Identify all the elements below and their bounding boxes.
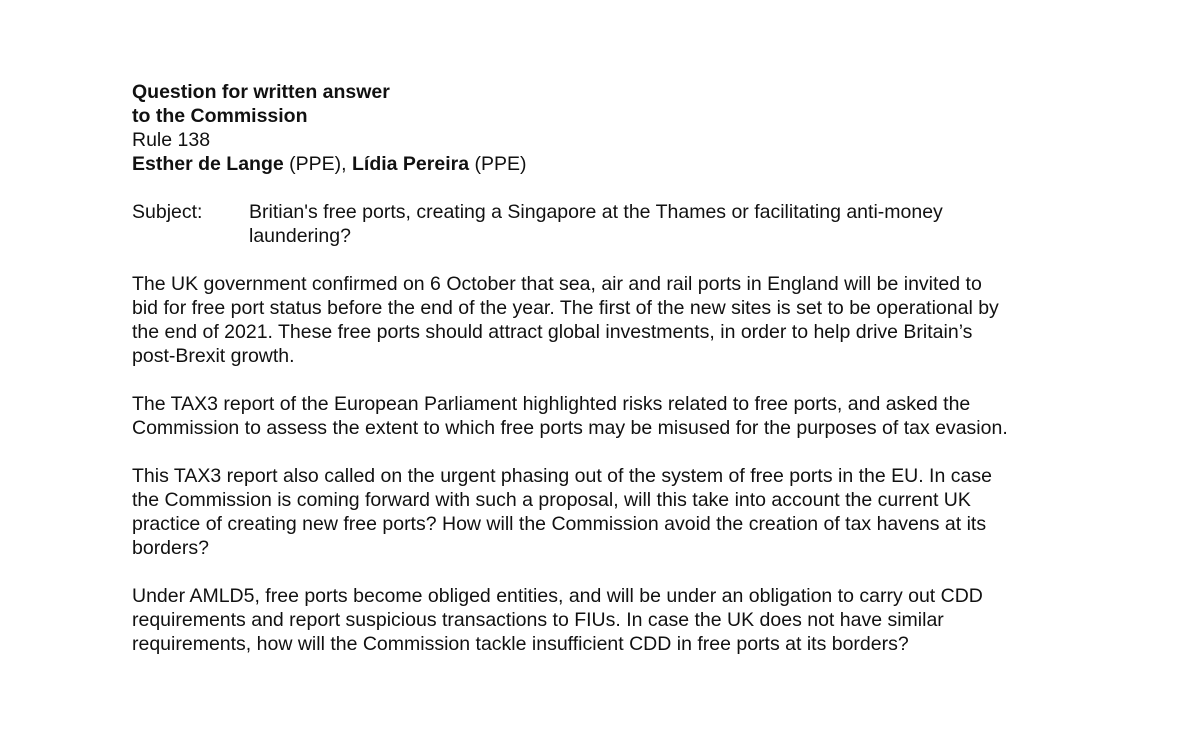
author-1-group: (PPE) xyxy=(289,153,342,175)
paragraph-line: the Commission is coming forward with such a proposal, will this take into account the current UK xyxy=(132,489,971,511)
document-header xyxy=(132,80,1092,176)
rule-reference: Rule 138 xyxy=(132,129,211,151)
paragraph-line: post-Brexit growth. xyxy=(132,345,295,367)
paragraph-line: bid for free port status before the end of the year. The first of the new sites is set to be operational by xyxy=(132,297,999,319)
paragraph-line: requirements, how will the Commission tackle insufficient CDD in free ports at its borders? xyxy=(132,633,909,655)
paragraph-line: The UK government confirmed on 6 October that sea, air and rail ports in England will be invited to xyxy=(132,273,982,295)
author-2-name: Lídia Pereira xyxy=(352,153,470,175)
author-separator: , xyxy=(341,153,352,175)
paragraph-1 xyxy=(132,272,1092,368)
document-page xyxy=(132,80,1092,656)
document-title-line-1: Question for written answer xyxy=(132,81,390,103)
authors-line xyxy=(132,152,1092,176)
paragraph-line: This TAX3 report also called on the urgent phasing out of the system of free ports in the EU. In case xyxy=(132,465,992,487)
subject-line-2: laundering? xyxy=(249,225,351,247)
subject-line-1: Britian's free ports, creating a Singapore at the Thames or facilitating anti-money xyxy=(249,201,943,223)
paragraph-line: The TAX3 report of the European Parliament highlighted risks related to free ports, and asked the xyxy=(132,393,971,415)
paragraph-4 xyxy=(132,584,1092,656)
author-1-name: Esther de Lange xyxy=(132,153,284,175)
author-2-group: (PPE) xyxy=(474,153,527,175)
document-title-line-2: to the Commission xyxy=(132,105,308,127)
paragraph-line: borders? xyxy=(132,537,209,559)
paragraph-line: the end of 2021. These free ports should attract global investments, in order to help drive Britain’s xyxy=(132,321,973,343)
subject-row xyxy=(132,200,1092,248)
paragraph-line: Commission to assess the extent to which free ports may be misused for the purposes of tax evasion. xyxy=(132,417,1008,439)
paragraph-line: requirements and report suspicious transactions to FIUs. In case the UK does not have similar xyxy=(132,609,944,631)
paragraph-3 xyxy=(132,464,1092,560)
subject-text xyxy=(249,200,1009,248)
paragraph-2 xyxy=(132,392,1092,440)
paragraph-line: Under AMLD5, free ports become obliged entities, and will be under an obligation to carry out CDD xyxy=(132,585,983,607)
paragraph-line: practice of creating new free ports? How will the Commission avoid the creation of tax havens at its xyxy=(132,513,987,535)
subject-label: Subject: xyxy=(132,201,203,223)
